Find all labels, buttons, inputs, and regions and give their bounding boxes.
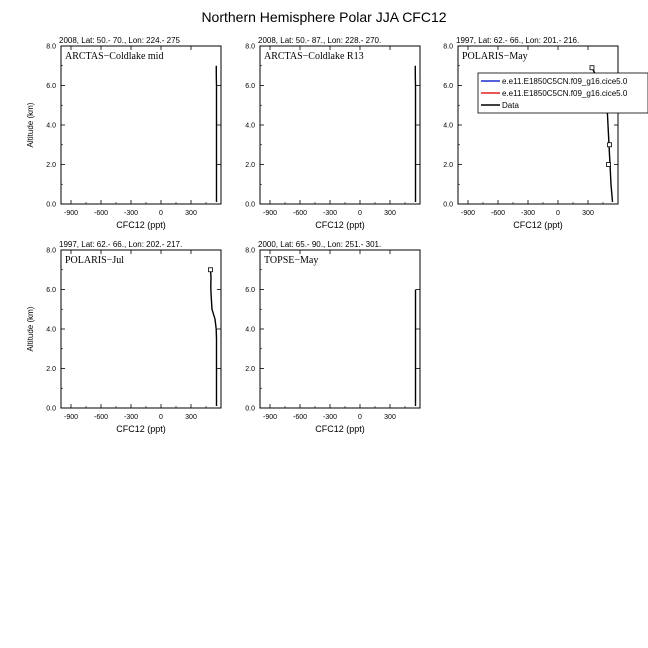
x-tick-label: 300 xyxy=(582,210,594,217)
y-tick-label: 2.0 xyxy=(245,162,255,169)
y-tick-label: 6.0 xyxy=(245,83,255,90)
y-tick-label: 0.0 xyxy=(46,201,56,209)
y-tick-label: 8.0 xyxy=(245,247,255,255)
y-tick-label: 2.0 xyxy=(443,162,453,169)
x-tick-label: -900 xyxy=(63,414,79,421)
y-axis-label: Altitude (km) xyxy=(26,102,35,148)
y-tick-label: 4.0 xyxy=(46,122,56,130)
x-tick-label: -300 xyxy=(322,414,338,421)
y-tick-label: 4.0 xyxy=(245,122,255,130)
x-tick-label: -600 xyxy=(292,210,308,217)
y-tick-label: 4.0 xyxy=(443,122,453,130)
x-tick-label: -300 xyxy=(123,414,139,421)
x-tick-label: 0 xyxy=(159,210,163,217)
data-point xyxy=(608,143,612,147)
y-tick-label: 4.0 xyxy=(245,326,255,334)
panel-header: 1997, Lat: 62.- 66., Lon: 201.- 216. xyxy=(456,36,580,45)
x-tick-label: 300 xyxy=(384,210,396,217)
legend-entry-label: e.e11.E1850C5CN.f09_g16.cice5.0 xyxy=(502,77,628,86)
x-axis-label: CFC12 (ppt) xyxy=(116,220,166,230)
panel-2 xyxy=(245,36,420,230)
panel-1 xyxy=(26,36,221,230)
data-point xyxy=(590,66,594,70)
x-tick-label: -600 xyxy=(93,210,109,217)
campaign-label: TOPSE−May xyxy=(264,255,319,266)
plot-frame xyxy=(61,46,221,204)
x-tick-label: 300 xyxy=(185,210,197,217)
x-tick-label: -900 xyxy=(262,414,278,421)
y-tick-label: 8.0 xyxy=(46,43,56,51)
y-tick-label: 8.0 xyxy=(443,43,453,51)
legend xyxy=(478,73,648,113)
plot-frame xyxy=(61,250,221,408)
panel-5 xyxy=(245,240,420,434)
campaign-label: ARCTAS−Coldlake R13 xyxy=(264,51,364,62)
y-tick-label: 0.0 xyxy=(46,405,56,413)
campaign-label: POLARIS−Jul xyxy=(65,255,124,266)
y-tick-label: 0.0 xyxy=(245,201,255,209)
x-axis-label: CFC12 (ppt) xyxy=(315,424,365,434)
y-tick-label: 8.0 xyxy=(245,43,255,51)
y-tick-label: 2.0 xyxy=(46,366,56,373)
x-axis-label: CFC12 (ppt) xyxy=(116,424,166,434)
y-tick-label: 2.0 xyxy=(245,366,255,373)
series-line xyxy=(211,270,217,406)
plot-frame xyxy=(260,46,420,204)
y-tick-label: 0.0 xyxy=(443,201,453,209)
x-axis-label: CFC12 (ppt) xyxy=(513,220,563,230)
x-tick-label: -300 xyxy=(123,210,139,217)
x-tick-label: 0 xyxy=(358,210,362,217)
data-point xyxy=(607,163,611,167)
y-tick-label: 6.0 xyxy=(46,83,56,90)
panel-3 xyxy=(443,36,618,230)
campaign-label: POLARIS−May xyxy=(462,51,528,62)
x-tick-label: 0 xyxy=(159,414,163,421)
x-tick-label: -600 xyxy=(93,414,109,421)
y-tick-label: 0.0 xyxy=(245,405,255,413)
x-tick-label: -900 xyxy=(262,210,278,217)
y-tick-label: 2.0 xyxy=(46,162,56,169)
legend-entry-label: Data xyxy=(502,101,519,110)
x-tick-label: 300 xyxy=(384,414,396,421)
y-axis-label: Altitude (km) xyxy=(26,306,35,352)
y-tick-label: 4.0 xyxy=(46,326,56,334)
panel-header: 2000, Lat: 65.- 90., Lon: 251.- 301. xyxy=(258,240,382,249)
x-tick-label: -300 xyxy=(520,210,536,217)
legend-entry-label: e.e11.E1850C5CN.f09_g16.cice5.0 xyxy=(502,89,628,98)
x-tick-label: -600 xyxy=(490,210,506,217)
y-tick-label: 6.0 xyxy=(245,287,255,294)
panel-header: 2008, Lat: 50.- 87., Lon: 228.- 270. xyxy=(258,36,382,45)
plot-frame xyxy=(260,250,420,408)
x-tick-label: -900 xyxy=(460,210,476,217)
x-tick-label: 0 xyxy=(358,414,362,421)
figure-title: Northern Hemisphere Polar JJA CFC12 xyxy=(201,9,447,25)
x-tick-label: 300 xyxy=(185,414,197,421)
x-tick-label: -600 xyxy=(292,414,308,421)
data-point xyxy=(209,268,213,272)
panel-header: 1997, Lat: 62.- 66., Lon: 202.- 217. xyxy=(59,240,183,249)
y-tick-label: 6.0 xyxy=(443,83,453,90)
x-tick-label: -900 xyxy=(63,210,79,217)
y-tick-label: 6.0 xyxy=(46,287,56,294)
panel-4 xyxy=(26,240,221,434)
x-axis-label: CFC12 (ppt) xyxy=(315,220,365,230)
x-tick-label: 0 xyxy=(556,210,560,217)
campaign-label: ARCTAS−Coldlake mid xyxy=(65,51,164,62)
x-tick-label: -300 xyxy=(322,210,338,217)
y-tick-label: 8.0 xyxy=(46,247,56,255)
panel-header: 2008, Lat: 50.- 70., Lon: 224.- 275 xyxy=(59,36,180,45)
